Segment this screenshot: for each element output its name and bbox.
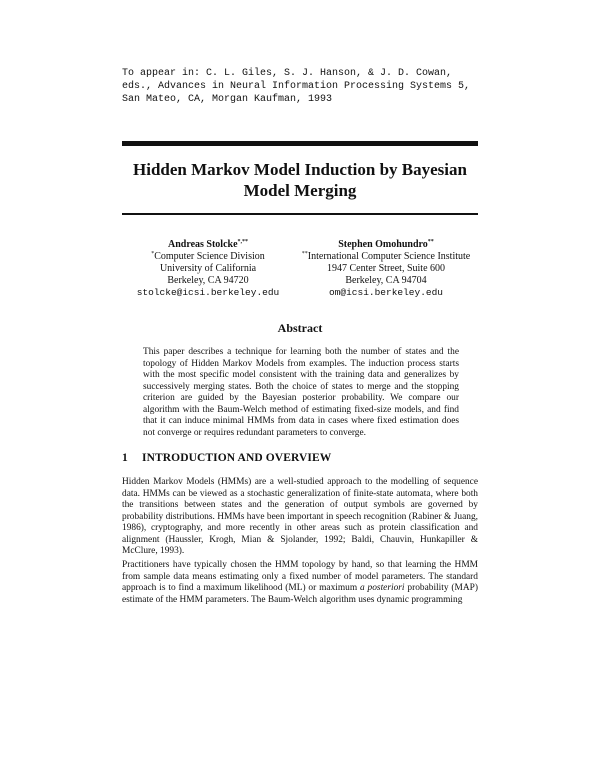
affiliation-mark: **: [301, 251, 308, 257]
abstract-text: This paper describes a technique for learning both the number of states and the topology of Hidden Markov Models from examples. The induction process starts with the most specific model consistent with the training data and generalizes by successively merging states. Both the choice of states to merge and the stopping criterion are guided by the Bayesian posterior probability. We compare our algorithm with the Baum-Welch method of estimating fixed-size models, and find that it can induce minimal HMMs from data in cases where fixed estimation does not converge or requires redundant parameters to converge.: [143, 347, 459, 438]
body-paragraph: Hidden Markov Models (HMMs) are a well-studied approach to the modelling of sequence data. HMMs can be viewed as a stochastic generalization of finite-state automata, where both the transitions between states and the generation of output symbols are governed by probability distributions. HMMs have been important in speech recognition (Rabiner & Juang, 1986), cryptography, and more recently in other areas such as protein classification and alignment (Haussler, Krogh, Mian & Sjolander, 1992; Baldi, Chauvin, Hunkapiller & McClure, 1993).: [122, 477, 478, 556]
author-address-line: Berkeley, CA 94704: [345, 275, 427, 286]
abstract-heading: Abstract: [277, 321, 323, 335]
paper-title: [122, 159, 478, 201]
title-rule-top: [122, 141, 478, 146]
title-rule-bottom: [122, 213, 478, 215]
section-number: 1: [122, 452, 128, 464]
author-email: om@icsi.berkeley.edu: [328, 287, 444, 298]
author-affiliation: **International Computer Science Institute: [301, 251, 471, 262]
author-address-line: University of California: [159, 263, 257, 274]
paper-title-line: Model Merging: [243, 181, 357, 200]
author-affiliation: *Computer Science Division: [151, 251, 265, 262]
author-block: [128, 239, 288, 299]
section-title: INTRODUCTION AND OVERVIEW: [142, 452, 332, 464]
emphasis-text: a posteriori: [360, 583, 405, 593]
publication-note-line: San Mateo, CA, Morgan Kaufman, 1993: [122, 94, 333, 105]
section-heading: [122, 452, 331, 464]
author-footnote-mark: **: [427, 239, 434, 245]
publication-note: [122, 67, 482, 106]
author-email: stolcke@icsi.berkeley.edu: [136, 287, 280, 298]
affiliation-mark: *: [151, 251, 155, 257]
author-name: Stephen Omohundro**: [338, 239, 434, 250]
author-address-line: 1947 Center Street, Suite 600: [326, 263, 446, 274]
body-paragraph: Practitioners have typically chosen the HMM topology by hand, so that learning the HMM from sample data means estimating only a fixed number of model parameters. The standard approach is to find a maximum likelihood (ML) or maximum a posteriori probability (MAP) estimate of the HMM parameters. The Baum-Welch algorithm uses dynamic programming: [122, 560, 478, 605]
paper-title-line: Hidden Markov Model Induction by Bayesian: [133, 160, 467, 179]
author-block: [296, 239, 476, 299]
publication-note-line: To appear in: C. L. Giles, S. J. Hanson, & J. D. Cowan,: [122, 68, 453, 79]
author-name: Andreas Stolcke*,**: [167, 239, 249, 250]
author-address-line: Berkeley, CA 94720: [167, 275, 249, 286]
author-footnote-mark: *,**: [237, 239, 249, 245]
publication-note-line: eds., Advances in Neural Information Processing Systems 5,: [122, 81, 471, 92]
